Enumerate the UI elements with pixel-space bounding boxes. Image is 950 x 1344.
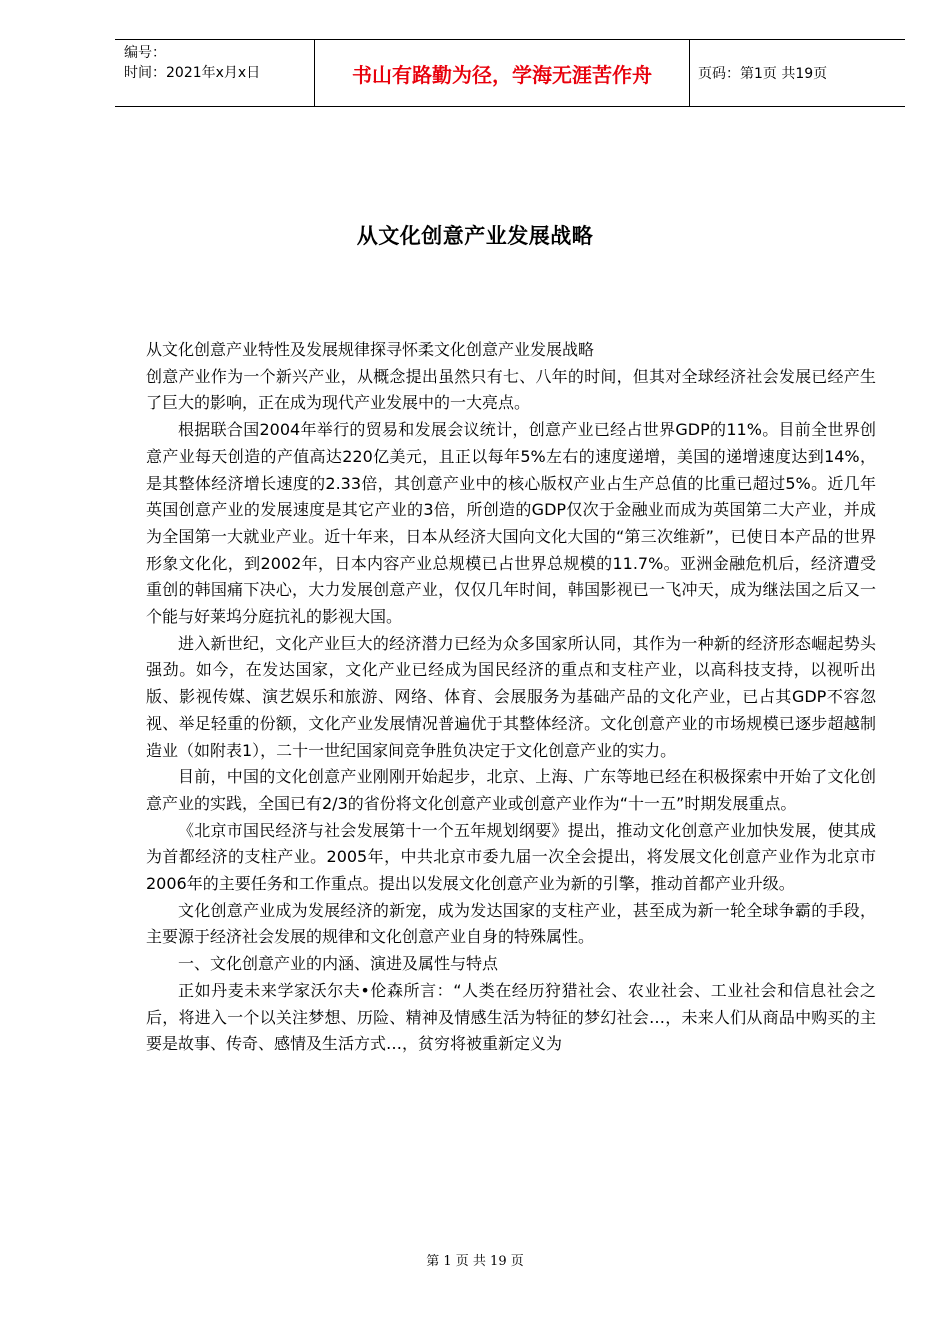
document-body [146, 337, 876, 1058]
paragraph: 正如丹麦未来学家沃尔夫•伦森所言：“人类在经历狩猎社会、农业社会、工业社会和信息社会之后，将进入一个以关注梦想、历险、精神及情感生活为特征的梦幻社会…，未来人们从商品中购买的主要是故事、传奇、感情及生活方式…，贫穷将被重新定义为 [146, 980, 876, 1054]
paragraph: 根据联合国2004年举行的贸易和发展会议统计，创意产业已经占世界GDP的11%。目前全世界创意产业每天创造的产值高达220亿美元，且正以每年5%左右的速度递增，美国的递增速度达到14%，是其整体经济增长速度的2.33倍，其创意产业中的核心版权产业占生产总值的比重已超过5%。近几年英国创意产业的发展速度是其它产业的3倍，所创造的GDP仅次于金融业而成为英国第二大产业，并成为全国第一大就业产业。近十年来，日本从经济大国向文化大国的“第三次维新”，已使日本产品的世界形象文化化，到2002年，日本内容产业总规模已占世界总规模的11.7%。亚洲金融危机后，经济遭受重创的韩国痛下决心，大力发展创意产业，仅仅几年时间，韩国影视已一飞冲天，成为继法国之后又一个能与好莱坞分庭抗礼的影视大国。 [146, 420, 876, 627]
paragraph: 文化创意产业成为发展经济的新宠，成为发达国家的支柱产业，甚至成为新一轮全球争霸的手段，主要源于经济社会发展的规律和文化创意产业自身的特殊属性。 [146, 900, 876, 947]
paragraph: 目前，中国的文化创意产业刚刚开始起步，北京、上海、广东等地已经在积极探索中开始了文化创意产业的实践，全国已有2/3的省份将文化创意产业或创意产业作为“十一五”时期发展重点。 [146, 767, 876, 813]
header-page-info: 页码：第1页 共19页 [698, 66, 828, 82]
paragraph: 进入新世纪，文化产业巨大的经济潜力已经为众多国家所认同，其作为一种新的经济形态崛起势头强劲。如今，在发达国家，文化产业已经成为国民经济的重点和支柱产业，以高科技支持，以视听出版、影视传媒、演艺娱乐和旅游、网络、体育、会展服务为基础产品的文化产业，已占其GDP不容忽视、举足轻重的份额，文化产业发展情况普遍优于其整体经济。文化创意产业的市场规模已逐步超越制造业（如附表1），二十一世纪国家间竞争胜负决定于文化创意产业的实力。 [146, 633, 876, 760]
page-footer: 第 1 页 共 19 页 [426, 1254, 524, 1269]
paragraph: 《北京市国民经济与社会发展第十一个五年规划纲要》提出，推动文化创意产业加快发展，使其成为首都经济的支柱产业。2005年，中共北京市委九届一次全会提出，将发展文化创意产业作为北京市2006年的主要任务和工作重点。提出以发展文化创意产业为新的引擎，推动首都产业升级。 [146, 820, 876, 894]
paragraph-subtitle: 从文化创意产业特性及发展规律探寻怀柔文化创意产业发展战略 [146, 340, 595, 359]
header-meta [115, 40, 315, 106]
header-motto: 书山有路勤为径，学海无涯苦作舟 [315, 40, 690, 106]
header-table [115, 39, 905, 107]
section-heading: 一、文化创意产业的内涵、演进及属性与特点 [178, 954, 499, 974]
doc-time-label: 时间：2021年x月x日 [124, 65, 261, 81]
paragraph: 创意产业作为一个新兴产业，从概念提出虽然只有七、八年的时间，但其对全球经济社会发展已经产生了巨大的影响，正在成为现代产业发展中的一大亮点。 [146, 366, 876, 413]
document-title: 从文化创意产业发展战略 [356, 224, 594, 248]
doc-number-label: 编号： [124, 45, 166, 61]
